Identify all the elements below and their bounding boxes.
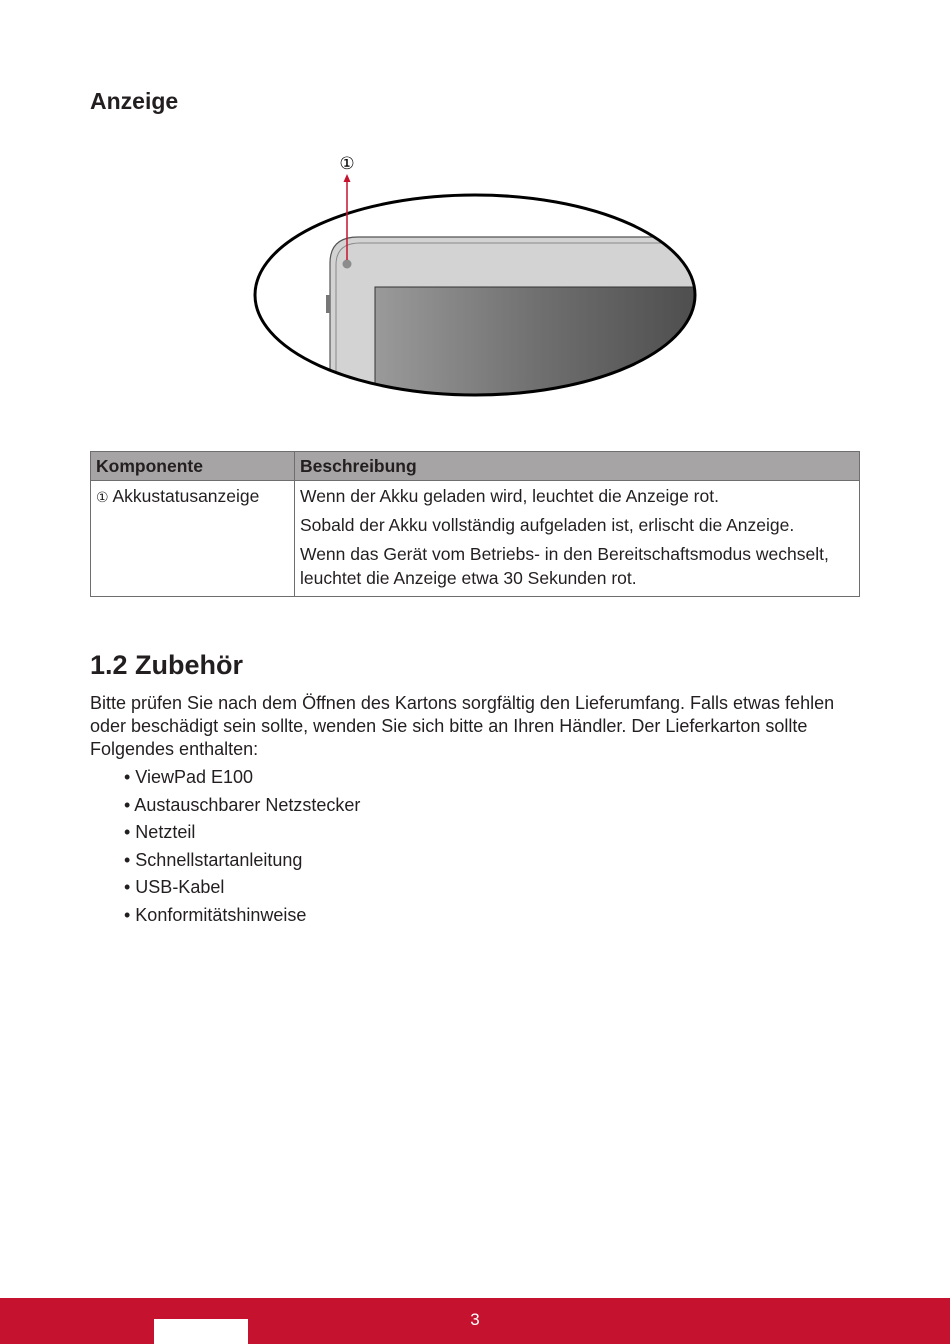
component-name: Akkustatusanzeige [112, 486, 260, 506]
table-row [91, 481, 860, 597]
led-indicator-figure [240, 145, 710, 405]
column-header-component: Komponente [91, 452, 295, 481]
column-header-description: Beschreibung [295, 452, 860, 481]
page-number: 3 [470, 1310, 480, 1329]
accessories-heading: 1.2 Zubehör [90, 650, 244, 680]
component-table [90, 451, 860, 597]
page-footer [0, 1298, 950, 1344]
callout-label: ① [339, 154, 355, 174]
description-line: Sobald der Akku vollständig aufgeladen ist, erlischt die Anzeige. [300, 515, 795, 535]
list-item: • Austauschbarer Netzstecker [124, 794, 361, 815]
component-cell [91, 481, 295, 597]
list-item: • Schnellstartanleitung [124, 849, 303, 870]
description-line: Wenn das Gerät vom Betriebs- in den Bereitschaftsmodus wechselt, leuchtet die Anzeige etwa 30 Sekunden rot. [300, 544, 829, 588]
accessories-intro: Bitte prüfen Sie nach dem Öffnen des Kartons sorgfältig den Lieferumfang. Falls etwas fehlen oder beschädigt sein sollte, wenden Sie sich bitte an Ihren Händler. Der Lieferkarton sollte Folgendes enthalten: [90, 693, 835, 759]
section-title: Anzeige [90, 88, 179, 114]
description-cell [295, 481, 860, 597]
table-header-row [91, 452, 860, 481]
list-item: • Konformitätshinweise [124, 904, 307, 925]
component-marker: ① [96, 490, 109, 506]
tablet-corner-illustration [240, 145, 710, 405]
list-item: • ViewPad E100 [124, 767, 254, 787]
list-item: • USB-Kabel [124, 877, 225, 897]
accessories-list [124, 765, 360, 930]
description-line: Wenn der Akku geladen wird, leuchtet die Anzeige rot. [300, 486, 719, 506]
list-item: • Netzteil [124, 822, 196, 842]
